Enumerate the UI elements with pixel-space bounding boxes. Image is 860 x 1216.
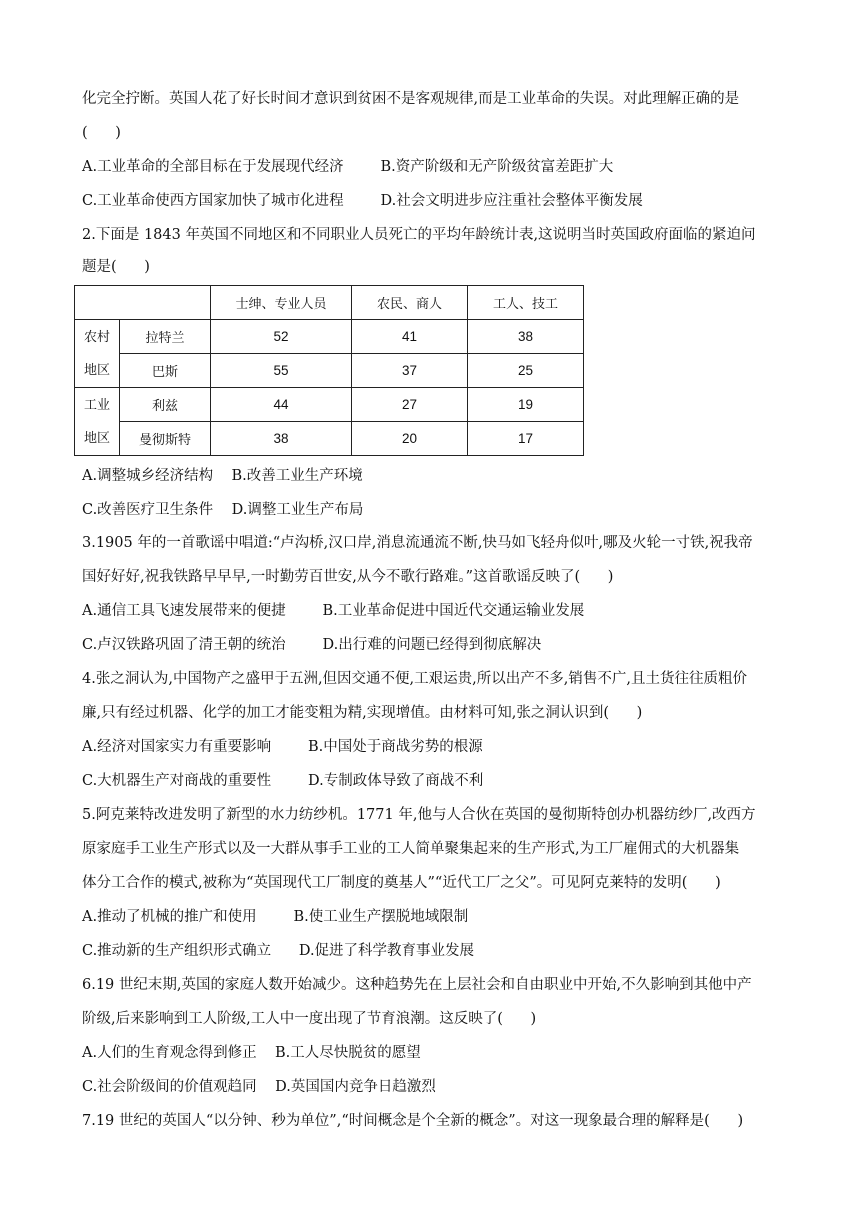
q3-options-cd: C.卢汉铁路巩固了清王朝的统治 D.出行难的问题已经得到彻底解决	[82, 637, 542, 653]
q1-stem-line: 化完全拧断。英国人花了好长时间才意识到贫困不是客观规律,而是工业革命的失误。对此理解正确的是	[82, 91, 740, 107]
q6-options-ab: A.人们的生育观念得到修正 B.工人尽快脱贫的愿望	[82, 1045, 421, 1061]
q4-stem-line-1: 4.张之洞认为,中国物产之盛甲于五洲,但因交通不便,工艰运贵,所以出产不多,销售不广,且土货往往质粗价	[82, 671, 747, 687]
value-cell: 41	[352, 320, 468, 354]
table-row	[75, 320, 584, 354]
table-row	[75, 354, 584, 388]
table-header-cell: 农民、商人	[352, 286, 468, 320]
value-cell: 19	[468, 388, 584, 422]
table-header-row	[75, 286, 584, 320]
region-cell	[75, 388, 120, 456]
q1-options-ab: A.工业革命的全部目标在于发展现代经济 B.资产阶级和无产阶级贫富差距扩大	[82, 159, 614, 175]
q3-stem-line-2: 国好好好,祝我铁路早早早,一时勤劳百世安,从今不歌行路难。”这首歌谣反映了( )	[82, 569, 614, 585]
value-cell: 20	[352, 422, 468, 456]
value-cell: 17	[468, 422, 584, 456]
value-cell: 44	[211, 388, 352, 422]
region-label-bottom: 地区	[83, 430, 110, 446]
table-row	[75, 388, 584, 422]
city-cell: 巴斯	[120, 354, 211, 388]
value-cell: 38	[211, 422, 352, 456]
q6-stem-line-2: 阶级,后来影响到工人阶级,工人中一度出现了节育浪潮。这反映了( )	[82, 1011, 537, 1027]
q7-stem-line-1: 7.19 世纪的英国人“以分钟、秒为单位”,“时间概念是个全新的概念”。对这一现象最合理的解释是( )	[82, 1113, 744, 1129]
city-cell: 利兹	[120, 388, 211, 422]
value-cell: 38	[468, 320, 584, 354]
table-header-cell: 士绅、专业人员	[211, 286, 352, 320]
region-label-top: 农村	[83, 329, 110, 345]
table-header-cell: 工人、技工	[468, 286, 584, 320]
region-cell	[75, 320, 120, 388]
city-cell: 拉特兰	[120, 320, 211, 354]
q5-options-cd: C.推动新的生产组织形式确立 D.促进了科学教育事业发展	[82, 943, 475, 959]
value-cell: 27	[352, 388, 468, 422]
value-cell: 55	[211, 354, 352, 388]
q2-options-cd: C.改善医疗卫生条件 D.调整工业生产布局	[82, 502, 364, 518]
q5-stem-line-1: 5.阿克莱特改进发明了新型的水力纺纱机。1771 年,他与人合伙在英国的曼彻斯特创办机器纺纱厂,改西方	[82, 807, 756, 823]
table-row	[75, 422, 584, 456]
q6-stem-line-1: 6.19 世纪末期,英国的家庭人数开始减少。这种趋势先在上层社会和自由职业中开始,不久影响到其他中产	[82, 977, 752, 993]
value-cell: 52	[211, 320, 352, 354]
q2-stem-line-2: 题是( )	[82, 259, 150, 275]
value-cell: 37	[352, 354, 468, 388]
q5-options-ab: A.推动了机械的推广和使用 B.使工业生产摆脱地域限制	[82, 909, 469, 925]
q1-options-cd: C.工业革命使西方国家加快了城市化进程 D.社会文明进步应注重社会整体平衡发展	[82, 193, 643, 209]
value-cell: 25	[468, 354, 584, 388]
q3-options-ab: A.通信工具飞速发展带来的便捷 B.工业革命促进中国近代交通运输业发展	[82, 603, 585, 619]
q5-stem-line-3: 体分工合作的模式,被称为“英国现代工厂制度的奠基人”“近代工厂之父”。可见阿克莱特的发明( )	[82, 875, 721, 891]
region-label-top: 工业	[83, 397, 110, 413]
q6-options-cd: C.社会阶级间的价值观趋同 D.英国国内竞争日趋激烈	[82, 1079, 436, 1095]
q1-answer-blank: ( )	[82, 125, 121, 141]
mortality-table	[74, 285, 584, 456]
q4-stem-line-2: 廉,只有经过机器、化学的加工才能变粗为精,实现增值。由材料可知,张之洞认识到( )	[82, 705, 643, 721]
q5-stem-line-2: 原家庭手工业生产形式以及一大群从事手工业的工人简单聚集起来的生产形式,为工厂雇佣式的大机器集	[82, 841, 740, 857]
table-corner-cell	[75, 286, 211, 320]
q4-options-ab: A.经济对国家实力有重要影响 B.中国处于商战劣势的根源	[82, 739, 483, 755]
city-cell: 曼彻斯特	[120, 422, 211, 456]
q4-options-cd: C.大机器生产对商战的重要性 D.专制政体导致了商战不利	[82, 773, 484, 789]
q2-options-ab: A.调整城乡经济结构 B.改善工业生产环境	[82, 468, 363, 484]
region-label-bottom: 地区	[83, 362, 110, 378]
q3-stem-line-1: 3.1905 年的一首歌谣中唱道:“卢沟桥,汉口岸,消息流通流不断,快马如飞轻舟似叶,哪及火轮一寸铁,祝我帝	[82, 535, 753, 551]
q2-stem-line-1: 2.下面是 1843 年英国不同地区和不同职业人员死亡的平均年龄统计表,这说明当时英国政府面临的紧迫问	[82, 227, 756, 243]
